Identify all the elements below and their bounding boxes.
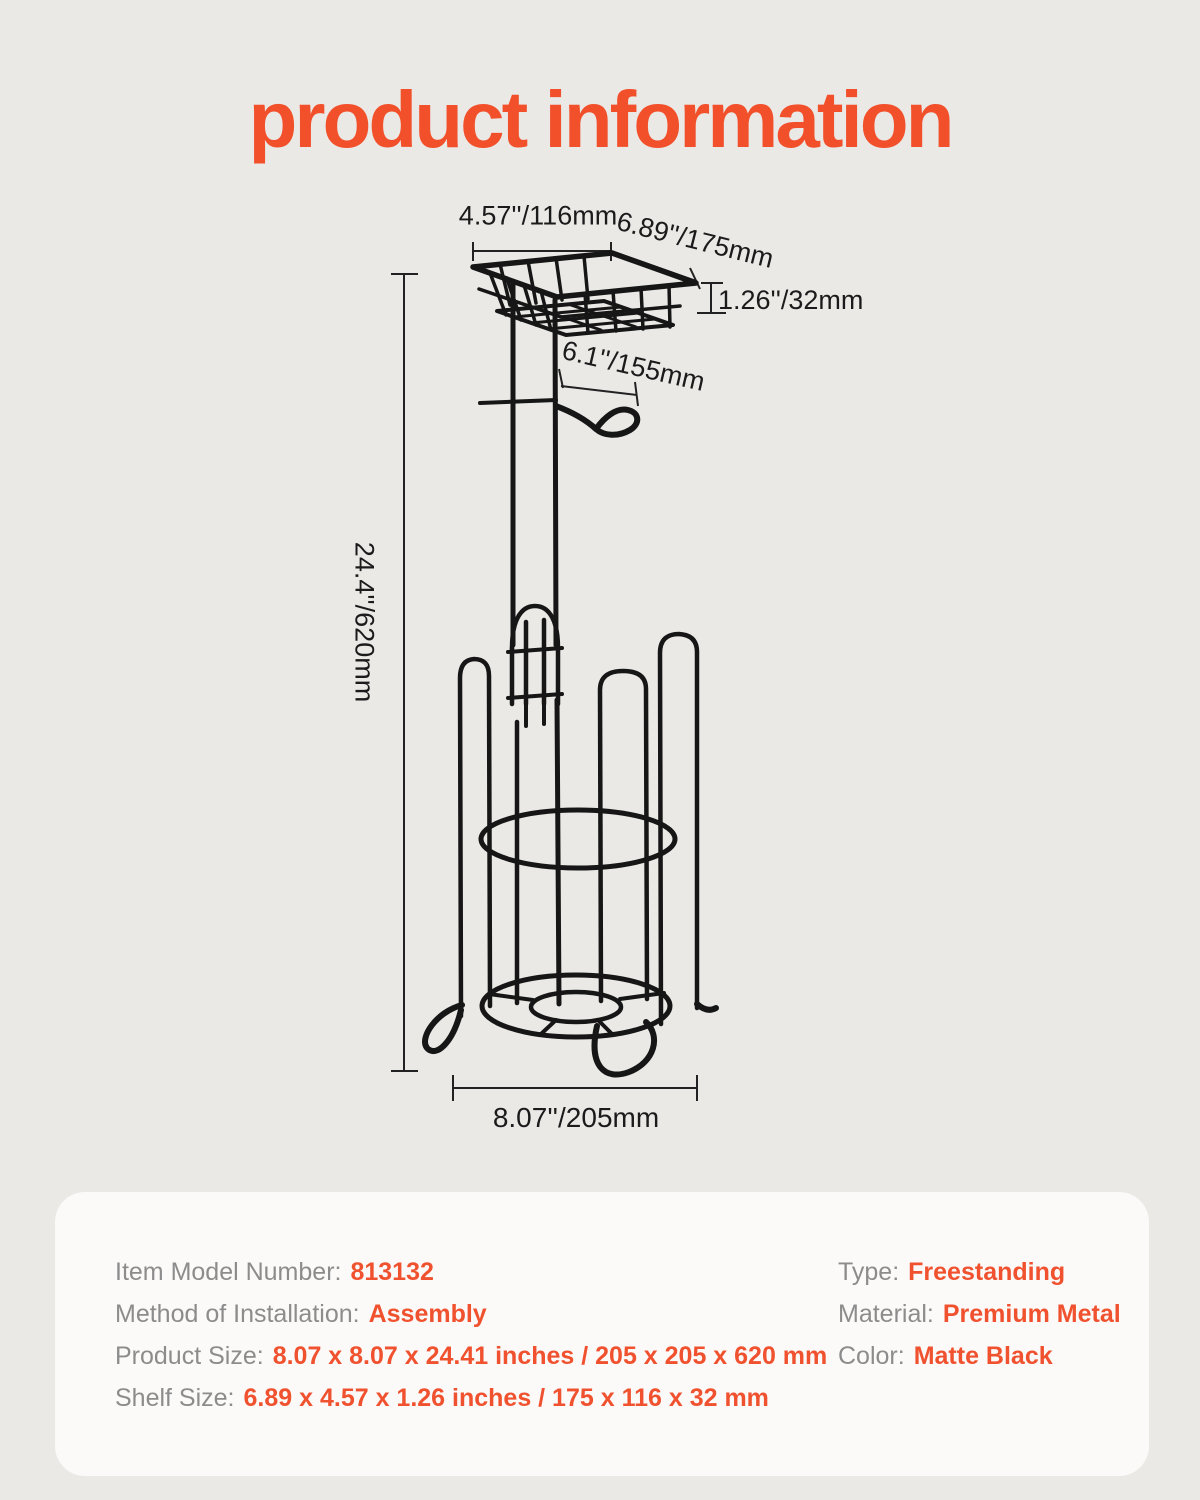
spec-row-installation	[115, 1300, 827, 1329]
page-title: product information	[248, 75, 952, 164]
spec-row-type	[838, 1258, 1121, 1287]
spec-row-shelf-size	[115, 1384, 827, 1413]
spec-value: Assembly	[368, 1300, 487, 1328]
spec-label: Shelf Size:	[115, 1384, 235, 1412]
spec-value: Matte Black	[913, 1342, 1053, 1370]
dim-shelf-depth-label: 6.89''/175mm	[613, 206, 777, 274]
spec-column-left	[115, 1258, 827, 1413]
bracket	[508, 606, 562, 726]
spec-row-model	[115, 1258, 827, 1287]
storage-cage	[460, 634, 697, 1037]
spec-label: Item Model Number:	[115, 1258, 342, 1286]
spec-row-material	[838, 1300, 1121, 1329]
dim-holder-arm-label: 6.1''/155mm	[559, 335, 708, 397]
spec-row-product-size	[115, 1342, 827, 1371]
spec-label: Product Size:	[115, 1342, 264, 1370]
spec-label: Color:	[838, 1342, 905, 1370]
spec-column-right	[838, 1258, 1121, 1371]
spec-label: Method of Installation:	[115, 1300, 360, 1328]
spec-value: 8.07 x 8.07 x 24.41 inches / 205 x 205 x 620 mm	[272, 1342, 828, 1370]
spec-card	[55, 1192, 1149, 1476]
top-shelf-basket	[473, 253, 696, 335]
spec-value: Freestanding	[908, 1258, 1066, 1286]
dim-shelf-width-label: 4.57''/116mm	[458, 200, 618, 231]
spec-label: Material:	[838, 1300, 934, 1328]
pole	[513, 284, 559, 1004]
spec-label: Type:	[838, 1258, 900, 1286]
dim-base-width-label: 8.07''/205mm	[492, 1102, 660, 1133]
spec-value: 813132	[350, 1258, 434, 1286]
dim-total-height-label: 24.4''/620mm	[349, 541, 380, 703]
dim-shelf-height-label: 1.26''/32mm	[718, 285, 864, 315]
spec-value: 6.89 x 4.57 x 1.26 inches / 175 x 116 x 32 mm	[243, 1384, 769, 1412]
spec-value: Premium Metal	[942, 1300, 1121, 1328]
roll-holder-arm	[480, 400, 637, 435]
spec-row-color	[838, 1342, 1121, 1371]
